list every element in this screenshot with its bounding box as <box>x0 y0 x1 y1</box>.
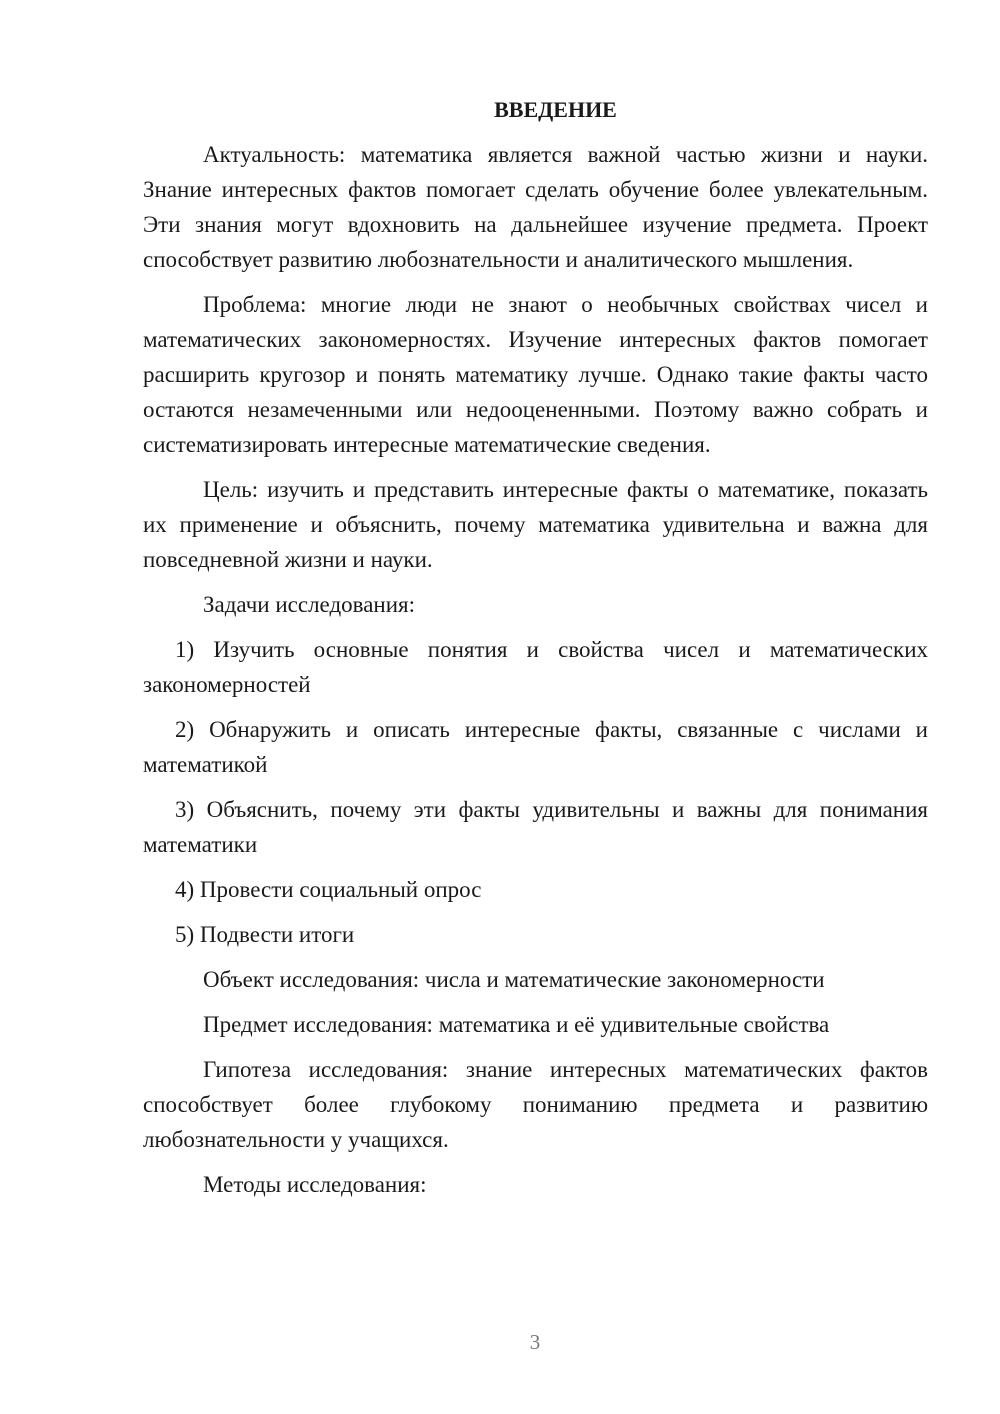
relevance-paragraph: Актуальность: математика является важной частью жизни и науки. Знание интересных фактов помогает сделать обучение более увлекательным. Эти знания могут вдохновить на дальнейшее изучение предмета. Проект способствует развитию любознательности и аналитического мышления. <box>143 142 928 272</box>
task-item-4: 4) Провести социальный опрос <box>175 877 482 902</box>
tasks-heading: Задачи исследования: <box>203 592 416 617</box>
research-subject: Предмет исследования: математика и её удивительные свойства <box>203 1012 830 1037</box>
task-item-2: 2) Обнаружить и описать интересные факты, связанные с числами и математикой <box>143 717 928 777</box>
problem-paragraph: Проблема: многие люди не знают о необычных свойствах чисел и математических закономерностях. Изучение интересных фактов помогает расширить кругозор и понять математику лучше. Однако такие факты часто остаются незамеченными или недооцененными. Поэтому важно собрать и систематизировать интересные математические сведения. <box>143 292 928 457</box>
task-item-3: 3) Объяснить, почему эти факты удивительны и важны для понимания математики <box>143 797 928 857</box>
research-object: Объект исследования: числа и математические закономерности <box>203 967 825 992</box>
section-heading: ВВЕДЕНИЕ <box>494 97 617 122</box>
methods-heading: Методы исследования: <box>203 1172 427 1197</box>
page-number: 3 <box>529 1330 541 1354</box>
hypothesis-paragraph: Гипотеза исследования: знание интересных математических фактов способствует более глубокому пониманию предмета и развитию любознательности у учащихся. <box>143 1057 928 1152</box>
document-body <box>143 92 928 1212</box>
task-item-5: 5) Подвести итоги <box>175 922 355 947</box>
goal-paragraph: Цель: изучить и представить интересные факты о математике, показать их применение и объяснить, почему математика удивительна и важна для повседневной жизни и науки. <box>143 477 928 572</box>
task-item-1: 1) Изучить основные понятия и свойства чисел и математических закономерностей <box>143 637 928 697</box>
